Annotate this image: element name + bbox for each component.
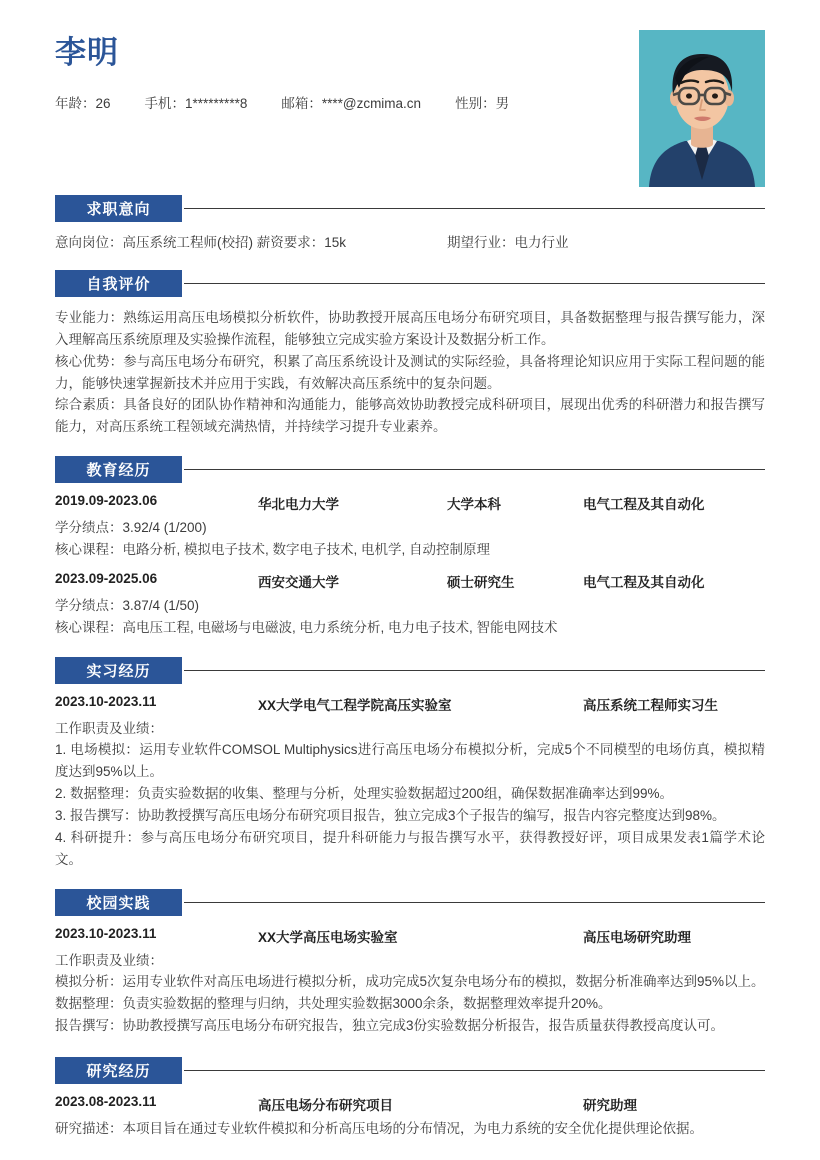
education-major: 电气工程及其自动化 [583, 497, 705, 513]
research-role: 研究助理 [583, 1098, 637, 1114]
self-eval-paragraph: 综合素质：具备良好的团队协作精神和沟通能力，能够高效协助教授完成科研项目，展现出优秀的科研潜力和报告撰写能力，对高压系统工程领域充满热情，并持续学习提升专业素养。 [55, 397, 765, 435]
education-entry-header [55, 571, 765, 595]
section-campus-practice [55, 889, 765, 1037]
education-entry [55, 493, 765, 561]
section-title-campus-practice: 校园实践 [55, 889, 182, 916]
contact-gender: 性别：男 [455, 96, 510, 112]
campus-org: XX大学高压电场实验室 [258, 929, 398, 945]
research-org: 高压电场分布研究项目 [258, 1098, 393, 1114]
section-header [55, 456, 765, 483]
education-date: 2023.09-2025.06 [55, 570, 158, 586]
campus-bullet: 报告撰写：协助教授撰写高压电场分布研究报告，独立完成3份实验数据分析报告，报告质量获得教授高度认可。 [55, 1018, 725, 1034]
section-header [55, 1057, 765, 1084]
campus-bullet: 模拟分析：运用专业软件对高压电场进行模拟分析，成功完成5次复杂电场分布的模拟，数据分析准确率达到95%以上。 [55, 974, 765, 990]
section-header [55, 195, 765, 222]
campus-date: 2023.10-2023.11 [55, 925, 157, 941]
education-school: 西安交通大学 [258, 574, 339, 590]
internship-bullet: 2. 数据整理：负责实验数据的收集、整理与分析，处理实验数据超过200组，确保数据准确率达到99%。 [55, 786, 674, 802]
education-courses: 核心课程：高电压工程, 电磁场与电磁波, 电力系统分析, 电力电子技术, 智能电网技术 [55, 619, 558, 635]
section-divider [184, 469, 765, 470]
section-research [55, 1057, 765, 1140]
section-divider [184, 902, 765, 903]
contact-age: 年龄：26 [55, 96, 111, 112]
section-title-education: 教育经历 [55, 456, 182, 483]
research-entry [55, 1094, 765, 1140]
internship-bullet: 1. 电场模拟：运用专业软件COMSOL Multiphysics进行高压电场分布模拟分析，完成5个不同模型的电场仿真，模拟精度达到95%以上。 [55, 742, 765, 780]
education-gpa: 学分绩点：3.87/4 (1/50) [55, 597, 200, 613]
section-education [55, 456, 765, 638]
section-divider [184, 670, 765, 671]
section-divider [184, 283, 765, 284]
self-eval-paragraph: 专业能力：熟练运用高压电场模拟分析软件，协助教授开展高压电场分布研究项目，具备数据整理与报告撰写能力，深入理解高压系统原理及实验操作流程，能够独立完成实验方案设计及数据分析工作。 [55, 310, 765, 347]
internship-entry-header [55, 694, 765, 718]
internship-date: 2023.10-2023.11 [55, 693, 157, 709]
section-divider [184, 1070, 765, 1071]
section-title-internship: 实习经历 [55, 657, 182, 684]
section-header [55, 657, 765, 684]
section-divider [184, 208, 765, 209]
campus-entry [55, 926, 765, 1037]
education-degree: 硕士研究生 [447, 574, 515, 590]
internship-role: 高压系统工程师实习生 [583, 697, 718, 713]
job-intent-left: 意向岗位：高压系统工程师(校招) 薪资要求：15k [55, 235, 347, 250]
research-entry-header [55, 1094, 765, 1118]
education-entry-header [55, 493, 765, 517]
self-eval-paragraph: 核心优势：参与高压电场分布研究，积累了高压系统设计及测试的实际经验，具备将理论知识应用于实际工程问题的能力，能够快速掌握新技术并应用于实践，有效解决高压系统中的复杂问题。 [55, 353, 765, 391]
contact-email: 邮箱：****@zcmima.cn [281, 96, 422, 112]
section-header [55, 270, 765, 297]
job-intent-right: 期望行业：电力行业 [447, 235, 569, 250]
section-internship [55, 657, 765, 871]
section-title-job-intent: 求职意向 [55, 195, 182, 222]
portrait-photo-icon [639, 30, 765, 187]
campus-intro: 工作职责及业绩： [55, 952, 163, 968]
education-gpa: 学分绩点：3.92/4 (1/200) [55, 520, 207, 536]
education-school: 华北电力大学 [258, 497, 339, 513]
section-header [55, 889, 765, 916]
section-job-intent [55, 195, 765, 256]
campus-entry-header [55, 926, 765, 950]
campus-bullet: 数据整理：负责实验数据的整理与归纳，共处理实验数据3000余条，数据整理效率提升20%。 [55, 996, 612, 1012]
education-date: 2019.09-2023.06 [55, 493, 158, 509]
avatar [639, 30, 765, 187]
resume-header [55, 0, 765, 195]
internship-org: XX大学电气工程学院高压实验室 [258, 697, 452, 713]
research-date: 2023.08-2023.11 [55, 1094, 157, 1110]
internship-entry [55, 694, 765, 871]
internship-bullet: 3. 报告撰写：协助教授撰写高压电场分布研究项目报告，独立完成3个子报告的编写，报告内容完整度达到98%。 [55, 808, 726, 824]
section-self-evaluation [55, 270, 765, 438]
campus-role: 高压电场研究助理 [583, 929, 691, 945]
education-degree: 大学本科 [447, 497, 501, 513]
contact-phone: 手机：1*********8 [144, 96, 248, 112]
section-title-research: 研究经历 [55, 1057, 182, 1084]
page-title: 李明 [55, 35, 119, 70]
research-description: 研究描述：本项目旨在通过专业软件模拟和分析高压电场的分布情况，为电力系统的安全优化提供理论依据。 [55, 1121, 703, 1137]
internship-intro: 工作职责及业绩： [55, 720, 163, 736]
education-entry [55, 571, 765, 639]
internship-bullet: 4. 科研提升：参与高压电场分布研究项目，提升科研能力与报告撰写水平，获得教授好评，项目成果发表1篇学术论文。 [55, 829, 765, 867]
education-major: 电气工程及其自动化 [583, 574, 705, 590]
section-title-self-evaluation: 自我评价 [55, 270, 182, 297]
education-courses: 核心课程：电路分析, 模拟电子技术, 数字电子技术, 电机学, 自动控制原理 [55, 542, 491, 558]
